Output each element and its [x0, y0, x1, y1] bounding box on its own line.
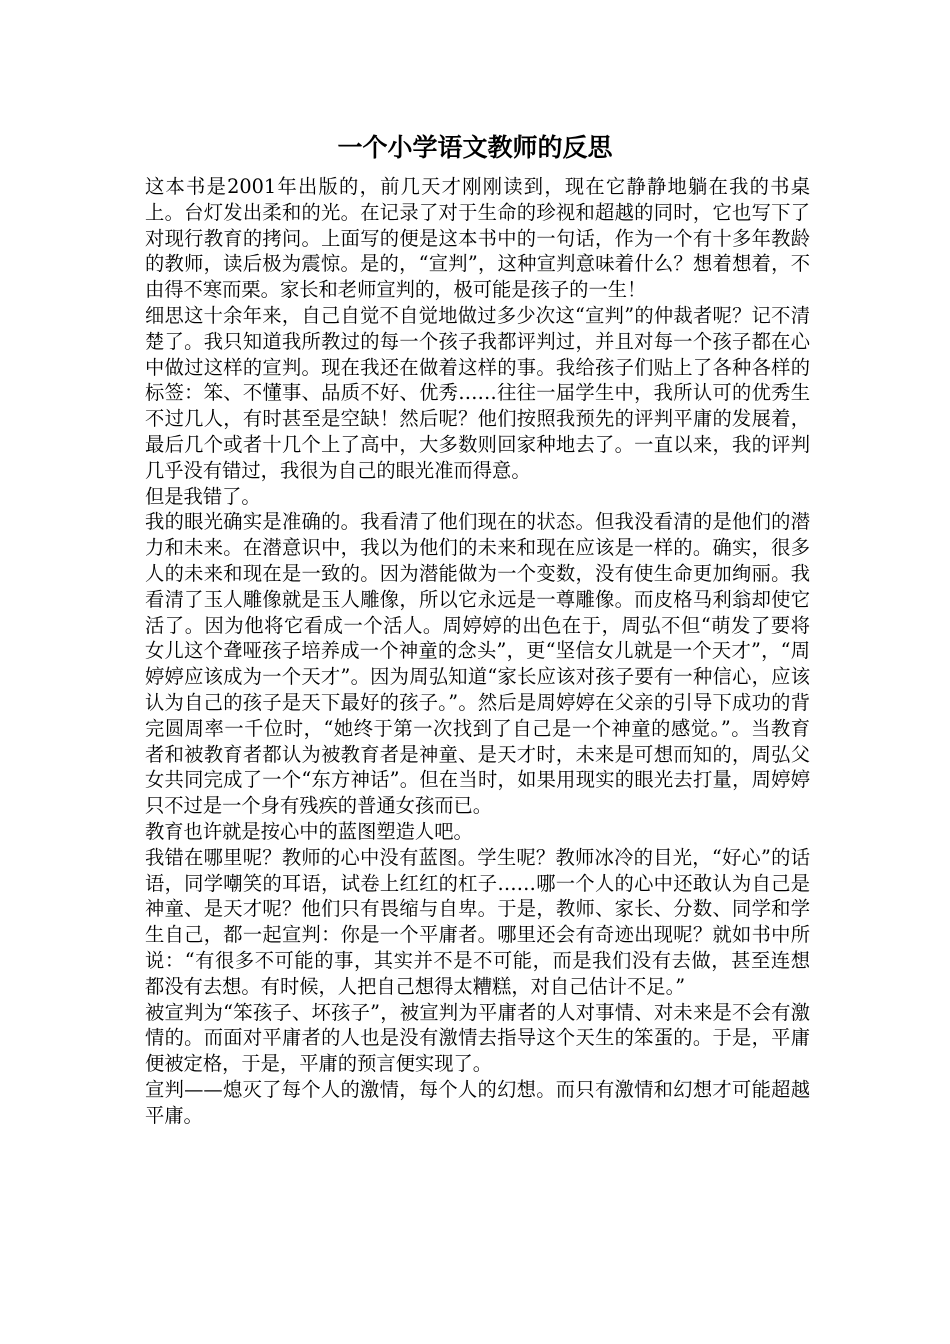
paragraph: 我的眼光确实是准确的。我看清了他们现在的状态。但我没看清的是他们的潜力和未来。在潜意识中，我以为他们的未来和现在应该是一样的。确实，很多人的未来和现在是一致的。因为潜能做为一个变数，没有使生命更加绚丽。我看清了玉人雕像就是玉人雕像，所以它永远是一尊雕像。而皮格马利翁却使它活了。因为他将它看成一个活人。周婷婷的出色在于，周弘不但“萌发了要将女儿这个聋哑孩子培养成一个神童的念头”，更“坚信女儿就是一个天才”，“周婷婷应该成为一个天才”。因为周弘知道“家长应该对孩子要有一种信心，应该认为自己的孩子是天下最好的孩子。”。然后是周婷婷在父亲的引导下成功的背完圆周率一千位时，“她终于第一次找到了自己是一个神童的感觉。”。当教育者和被教育者都认为被教育者是神童、是天才时，未来是可想而知的，周弘父女共同完成了一个“东方神话”。但在当时，如果用现实的眼光去打量，周婷婷只不过是一个身有残疾的普通女孩而已。	[145, 510, 810, 818]
paragraph: 被宣判为“笨孩子、坏孩子”，被宣判为平庸者的人对事情、对未来是不会有激情的。而面对平庸者的人也是没有激情去指导这个天生的笨蛋的。于是，平庸便被定格，于是，平庸的预言便实现了。	[145, 1000, 810, 1076]
paragraph: 细思这十余年来，自己自觉不自觉地做过多少次这“宣判”的仲裁者呢？记不清楚了。我只知道我所教过的每一个孩子我都评判过，并且对每一个孩子都在心中做过这样的宣判。现在我还在做着这样的事。我给孩子们贴上了各种各样的标签：笨、不懂事、品质不好、优秀……往往一届学生中，我所认可的优秀生不过几人，有时甚至是空缺！然后呢？他们按照我预先的评判平庸的发展着，最后几个或者十几个上了高中，大多数则回家种地去了。一直以来，我的评判几乎没有错过，我很为自己的眼光准而得意。	[145, 303, 810, 482]
paragraph: 但是我错了。	[145, 484, 261, 508]
document-body	[145, 174, 810, 1128]
paragraph: 这本书是2001年出版的，前几天才刚刚读到，现在它静静地躺在我的书桌上。台灯发出柔和的光。在记录了对于生命的珍视和超越的同时，它也写下了对现行教育的拷问。上面写的便是这本书中的一句话，作为一个有十多年教龄的教师，读后极为震惊。是的，“宣判”，这种宣判意味着什么？想着想着，不由得不寒而栗。家长和老师宣判的，极可能是孩子的一生！	[145, 175, 810, 302]
paragraph: 我错在哪里呢？教师的心中没有蓝图。学生呢？教师冰冷的目光，“好心”的话语，同学嘲笑的耳语，试卷上红红的杠子……哪一个人的心中还敢认为自己是神童、是天才呢？他们只有畏缩与自卑。于是，教师、家长、分数、同学和学生自己，都一起宣判：你是一个平庸者。哪里还会有奇迹出现呢？就如书中所说：“有很多不可能的事，其实并不是不可能，而是我们没有去做，甚至连想都没有去想。有时候，人把自己想得太糟糕，对自己估计不足。”	[145, 845, 810, 998]
paragraph: 宣判——熄灭了每个人的激情，每个人的幻想。而只有激情和幻想才可能超越平庸。	[145, 1077, 810, 1127]
paragraph: 教育也许就是按心中的蓝图塑造人吧。	[145, 819, 473, 843]
document-title: 一个小学语文教师的反思	[337, 133, 613, 162]
